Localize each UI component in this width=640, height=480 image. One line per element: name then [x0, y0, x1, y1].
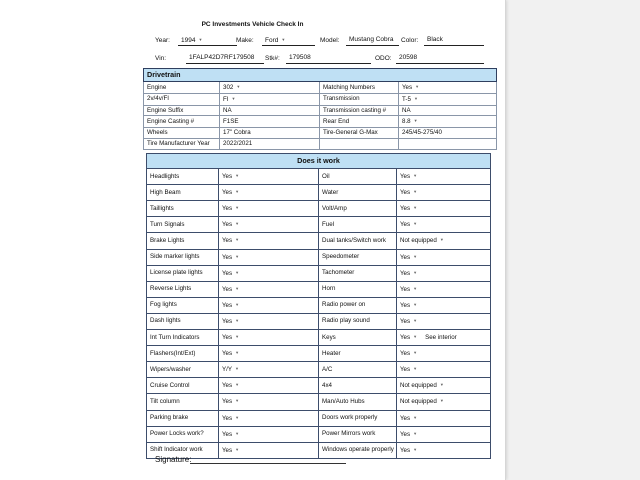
check-item-label: [319, 201, 397, 217]
check-item-select[interactable]: [397, 233, 491, 249]
check-item-select-text: Yes: [222, 301, 233, 309]
chevron-down-icon: ▼: [413, 285, 418, 291]
drivetrain-value-text: NA: [402, 106, 411, 114]
drivetrain-value-text: 2022/2021: [223, 139, 253, 147]
signature-line[interactable]: [190, 463, 346, 464]
check-item-label: [147, 249, 219, 265]
check-item-label: [147, 169, 219, 185]
check-item-label-text: 4x4: [322, 381, 332, 389]
check-item-label-text: Parking brake: [150, 414, 189, 421]
check-item-label: [147, 185, 219, 201]
drivetrain-title: Drivetrain: [144, 69, 497, 82]
chevron-down-icon: ▼: [235, 269, 240, 275]
chevron-down-icon: ▼: [231, 95, 236, 101]
drivetrain-label: [144, 105, 220, 116]
drivetrain-value[interactable]: [220, 116, 320, 128]
chevron-down-icon: ▼: [413, 430, 418, 436]
chevron-down-icon: ▼: [234, 366, 239, 372]
check-item-label-text: A/C: [322, 365, 333, 373]
chevron-down-icon: ▼: [413, 253, 418, 259]
check-item-select[interactable]: [397, 217, 491, 233]
check-item-select-text: Yes: [222, 334, 233, 342]
check-item-label-text: High Beam: [150, 188, 181, 196]
check-row: [147, 313, 491, 329]
check-row: [147, 346, 491, 362]
check-item-label-text: Horn: [322, 285, 336, 293]
chevron-down-icon: ▼: [413, 269, 418, 275]
drivetrain-value[interactable]: [399, 105, 497, 116]
check-row: [147, 442, 491, 458]
drivetrain-label: [144, 82, 220, 94]
check-item-label: [147, 217, 219, 233]
check-row: [147, 394, 491, 410]
chevron-down-icon: ▼: [235, 221, 240, 227]
drivetrain-label-text: Engine Suffix: [147, 106, 184, 114]
check-item-select-text: Yes: [400, 285, 411, 293]
chevron-down-icon: ▼: [235, 334, 240, 340]
check-item-select-text: Yes: [400, 189, 411, 197]
check-row: [147, 185, 491, 201]
drivetrain-value-text: T-5: [402, 95, 411, 103]
drivetrain-value[interactable]: [399, 128, 497, 139]
drivetrain-label-text: Engine: [147, 83, 167, 91]
drivetrain-row: [144, 82, 497, 94]
chevron-down-icon: ▼: [413, 95, 418, 101]
check-item-label-text: Dash lights: [150, 317, 181, 325]
drivetrain-label: [320, 105, 399, 116]
drivetrain-value-text: F1SE: [223, 117, 239, 125]
check-row: [147, 233, 491, 249]
check-item-select[interactable]: [397, 169, 491, 185]
drivetrain-label: [320, 116, 399, 128]
vin-label: Vin:: [155, 55, 167, 62]
make-label: Make:: [236, 37, 254, 44]
check-item-select[interactable]: [397, 330, 491, 346]
chevron-down-icon: ▼: [235, 173, 240, 179]
model-field[interactable]: Mustang Cobra: [346, 35, 399, 46]
chevron-down-icon: ▼: [235, 446, 240, 452]
check-item-select[interactable]: [219, 442, 319, 458]
drivetrain-value[interactable]: [399, 93, 497, 105]
stock-field[interactable]: 179508: [286, 53, 371, 64]
drivetrain-value-text: 302: [223, 84, 234, 91]
check-item-label: [147, 426, 219, 442]
check-item-label: [319, 233, 397, 249]
check-item-label-text: Keys: [322, 333, 336, 341]
drivetrain-value[interactable]: [220, 82, 320, 94]
check-item-select[interactable]: [219, 281, 319, 297]
check-item-select-text: Yes: [400, 269, 411, 277]
check-item-select[interactable]: [397, 362, 491, 378]
check-item-select-text: Yes: [222, 317, 233, 325]
check-item-label: [319, 217, 397, 233]
check-item-select-text: Yes: [400, 366, 411, 374]
drivetrain-row: [144, 105, 497, 116]
check-item-label: [319, 442, 397, 458]
chevron-down-icon: ▼: [413, 334, 418, 340]
chevron-down-icon: ▼: [235, 350, 240, 356]
chevron-down-icon: ▼: [235, 301, 240, 307]
check-item-label: [147, 297, 219, 313]
chevron-down-icon: ▼: [413, 205, 418, 211]
drivetrain-row: [144, 138, 497, 149]
check-item-select[interactable]: [219, 313, 319, 329]
check-item-label-text: Cruise Control: [150, 381, 190, 389]
check-row: [147, 217, 491, 233]
check-item-label: [319, 394, 397, 410]
check-item-select-text: Yes: [222, 446, 233, 454]
check-item-label-text: License plate lights: [150, 269, 203, 277]
drivetrain-value[interactable]: [399, 138, 497, 149]
check-item-label: [147, 410, 219, 426]
check-item-label-text: Int Turn Indicators: [150, 333, 200, 341]
check-row: [147, 410, 491, 426]
check-item-select[interactable]: [219, 169, 319, 185]
color-label: Color:: [401, 37, 419, 44]
check-item-note: See interior: [425, 334, 457, 342]
check-item-label: [147, 313, 219, 329]
does-it-work-title: Does it work: [147, 154, 491, 169]
check-item-select-text: Yes: [222, 398, 233, 406]
check-item-label: [147, 394, 219, 410]
drivetrain-row: [144, 116, 497, 128]
check-row: [147, 362, 491, 378]
drivetrain-label: [144, 116, 220, 128]
check-item-select[interactable]: [219, 410, 319, 426]
check-item-select-text: Yes: [222, 382, 233, 390]
chevron-down-icon: ▼: [235, 253, 240, 259]
check-item-select-text: Yes: [222, 285, 233, 293]
drivetrain-label: [144, 138, 220, 149]
check-item-select[interactable]: [397, 346, 491, 362]
chevron-down-icon: ▼: [198, 37, 203, 42]
check-item-label-text: Headlights: [150, 172, 180, 180]
check-item-label-text: Power Mirrors work: [322, 430, 376, 438]
chevron-down-icon: ▼: [439, 398, 444, 404]
drivetrain-value-text: NA: [223, 106, 232, 114]
check-item-label: [319, 281, 397, 297]
check-item-label-text: Speedometer: [322, 253, 360, 261]
drivetrain-label-text: Rear End: [323, 117, 350, 125]
chevron-down-icon: ▼: [413, 366, 418, 372]
check-item-select-text: Not equipped: [400, 398, 437, 406]
check-row: [147, 249, 491, 265]
check-item-label: [147, 281, 219, 297]
chevron-down-icon: ▼: [439, 237, 444, 243]
check-item-label: [147, 378, 219, 394]
check-item-label: [319, 313, 397, 329]
drivetrain-value-text: FI: [223, 95, 229, 103]
chevron-down-icon: ▼: [415, 84, 420, 89]
drivetrain-value[interactable]: [220, 105, 320, 116]
check-row: [147, 281, 491, 297]
odo-label: ODO:: [375, 55, 392, 62]
chevron-down-icon: ▼: [235, 382, 240, 388]
check-item-select[interactable]: [219, 362, 319, 378]
check-item-select[interactable]: [219, 249, 319, 265]
check-item-select[interactable]: [397, 426, 491, 442]
check-item-select[interactable]: [219, 330, 319, 346]
check-item-select[interactable]: [397, 265, 491, 281]
chevron-down-icon: ▼: [413, 317, 418, 323]
drivetrain-label: [144, 93, 220, 105]
check-item-label-text: Heater: [322, 349, 341, 357]
drivetrain-label: [320, 82, 399, 94]
check-item-label-text: Wipers/washer: [150, 365, 191, 373]
check-item-label: [147, 330, 219, 346]
drivetrain-value[interactable]: [399, 116, 497, 128]
year-label: Year:: [155, 37, 170, 44]
check-item-select[interactable]: [219, 394, 319, 410]
check-item-label: [319, 426, 397, 442]
check-item-label: [319, 297, 397, 313]
chevron-down-icon: ▼: [413, 301, 418, 307]
check-item-select-text: Yes: [222, 189, 233, 197]
drivetrain-value[interactable]: [220, 128, 320, 139]
check-item-select-text: Yes: [400, 317, 411, 325]
chevron-down-icon: ▼: [413, 173, 418, 179]
chevron-down-icon: ▼: [413, 118, 418, 124]
check-item-select-text: Yes: [222, 253, 233, 261]
drivetrain-value-text: 245/45-275/40: [402, 129, 442, 137]
page-title: PC Investments Vehicle Check In: [201, 21, 304, 28]
color-field[interactable]: Black: [424, 35, 484, 46]
odo-field[interactable]: 20598: [396, 53, 484, 64]
check-item-label: [319, 249, 397, 265]
check-item-select-text: Yes: [400, 350, 411, 358]
check-item-label: [147, 201, 219, 217]
check-item-label: [319, 378, 397, 394]
check-item-select-text: Yes: [222, 237, 233, 245]
check-item-label-text: Turn Signals: [150, 220, 185, 228]
drivetrain-label: [144, 128, 220, 139]
check-row: [147, 265, 491, 281]
chevron-down-icon: ▼: [235, 205, 240, 211]
check-item-label-text: Radio power on: [322, 301, 366, 309]
check-item-label-text: Flashers(Int/Ext): [150, 349, 196, 357]
check-item-select[interactable]: [397, 297, 491, 313]
check-item-select-text: Yes: [222, 221, 233, 229]
drivetrain-row: [144, 128, 497, 139]
check-item-label: [319, 265, 397, 281]
check-item-select[interactable]: [397, 394, 491, 410]
check-item-select-text: Y/Y: [222, 366, 232, 374]
check-row: [147, 378, 491, 394]
check-row: [147, 426, 491, 442]
check-item-label: [147, 362, 219, 378]
check-item-select[interactable]: [397, 185, 491, 201]
check-item-select[interactable]: [397, 378, 491, 394]
chevron-down-icon: ▼: [235, 189, 240, 195]
check-item-select-text: Yes: [222, 269, 233, 277]
check-item-label: [319, 346, 397, 362]
drivetrain-value[interactable]: [220, 93, 320, 105]
check-item-select-text: Yes: [400, 205, 411, 213]
check-item-label-text: Volt/Amp: [322, 204, 347, 212]
check-item-select-text: Yes: [222, 430, 233, 438]
check-item-label-text: Taillights: [150, 204, 174, 212]
check-item-select[interactable]: [397, 410, 491, 426]
check-item-select-text: Yes: [400, 414, 411, 422]
check-row: [147, 169, 491, 185]
check-item-label: [147, 233, 219, 249]
drivetrain-label-text: Transmission: [323, 95, 360, 103]
drivetrain-value-text: Yes: [402, 84, 413, 91]
check-item-select[interactable]: [219, 346, 319, 362]
check-item-select-text: Yes: [400, 446, 411, 454]
check-item-label-text: Fog lights: [150, 301, 177, 309]
chevron-down-icon: ▼: [413, 414, 418, 420]
check-item-select-text: Yes: [400, 334, 411, 342]
check-item-label: [319, 185, 397, 201]
check-item-label-text: Fuel: [322, 220, 335, 228]
check-item-select-text: Yes: [222, 414, 233, 422]
check-item-select[interactable]: [397, 201, 491, 217]
check-item-select[interactable]: [219, 426, 319, 442]
drivetrain-label-text: Matching Numbers: [323, 83, 375, 91]
drivetrain-label-text: Wheels: [147, 129, 168, 137]
check-item-label-text: Side marker lights: [150, 253, 200, 261]
stock-label: Stk#:: [265, 55, 280, 62]
check-item-select-text: Yes: [400, 173, 411, 181]
model-label: Model:: [320, 37, 340, 44]
check-item-select[interactable]: [219, 297, 319, 313]
year-value: 1994: [181, 37, 196, 44]
drivetrain-label: [320, 93, 399, 105]
check-item-label-text: Shift Indicator work: [150, 446, 203, 454]
drivetrain-label-text: Tire Manufacturer Year: [147, 139, 210, 147]
check-item-select[interactable]: [219, 265, 319, 281]
check-item-select-text: Yes: [400, 221, 411, 229]
chevron-down-icon: ▼: [235, 414, 240, 420]
check-item-label-text: Radio play sound: [322, 317, 370, 325]
check-item-label-text: Reverse Lights: [150, 285, 192, 293]
make-field[interactable]: [262, 35, 315, 46]
signature-label: Signature:: [155, 455, 192, 464]
check-item-label-text: Tilt column: [150, 397, 180, 405]
check-item-select-text: Yes: [400, 253, 411, 261]
check-item-label: [147, 346, 219, 362]
chevron-down-icon: ▼: [281, 37, 286, 42]
vin-field[interactable]: 1FALP42D7RF179508: [186, 53, 264, 64]
check-item-label: [147, 265, 219, 281]
drivetrain-label-text: Engine Casting #: [147, 117, 195, 125]
check-item-select-text: Yes: [222, 205, 233, 213]
drivetrain-value-text: 17" Cobra: [223, 129, 251, 137]
chevron-down-icon: ▼: [236, 84, 241, 89]
check-item-label-text: Oil: [322, 172, 330, 180]
check-row: [147, 330, 491, 346]
year-field[interactable]: [178, 35, 237, 46]
drivetrain-value-text: 8.8: [402, 118, 411, 126]
check-row: [147, 297, 491, 313]
check-row: [147, 201, 491, 217]
drivetrain-value[interactable]: [399, 82, 497, 94]
check-item-select-text: Not equipped: [400, 382, 437, 390]
check-item-label-text: Windows operate properly: [322, 446, 394, 454]
check-item-select[interactable]: [219, 233, 319, 249]
check-item-select[interactable]: [397, 249, 491, 265]
check-item-label: [319, 410, 397, 426]
does-it-work-table: [146, 153, 491, 459]
drivetrain-value[interactable]: [220, 138, 320, 149]
check-item-select-text: Yes: [400, 430, 411, 438]
chevron-down-icon: ▼: [413, 446, 418, 452]
chevron-down-icon: ▼: [413, 189, 418, 195]
check-item-label-text: Dual tanks/Switch work: [322, 236, 386, 244]
chevron-down-icon: ▼: [235, 398, 240, 404]
check-item-select[interactable]: [219, 201, 319, 217]
check-item-label-text: Power Locks work?: [150, 430, 204, 438]
chevron-down-icon: ▼: [235, 237, 240, 243]
check-item-select[interactable]: [219, 378, 319, 394]
check-item-select-text: Yes: [222, 350, 233, 358]
check-item-label: [319, 362, 397, 378]
check-item-select-text: Yes: [400, 301, 411, 309]
chevron-down-icon: ▼: [235, 285, 240, 291]
drivetrain-label-text: 2v/4v/FI: [147, 95, 170, 103]
check-item-label-text: Brake Lights: [150, 236, 185, 244]
check-item-label: [319, 330, 397, 346]
check-item-label-text: Doors work properly: [322, 414, 378, 421]
chevron-down-icon: ▼: [235, 430, 240, 436]
check-item-select[interactable]: [219, 217, 319, 233]
check-item-select[interactable]: [219, 185, 319, 201]
check-item-label: [319, 169, 397, 185]
drivetrain-table: [143, 68, 497, 150]
check-item-select[interactable]: [397, 442, 491, 458]
check-item-label-text: Water: [322, 188, 339, 196]
check-item-label-text: Man/Auto Hubs: [322, 397, 365, 405]
chevron-down-icon: ▼: [413, 350, 418, 356]
chevron-down-icon: ▼: [439, 382, 444, 388]
check-item-select-text: Yes: [222, 173, 233, 181]
chevron-down-icon: ▼: [235, 317, 240, 323]
drivetrain-label: [320, 138, 399, 149]
drivetrain-label: [320, 128, 399, 139]
check-item-select[interactable]: [397, 313, 491, 329]
check-item-select-text: Not equipped: [400, 237, 437, 245]
drivetrain-label-text: Transmission casting #: [323, 106, 387, 114]
check-item-select[interactable]: [397, 281, 491, 297]
check-item-label-text: Tachometer: [322, 269, 355, 277]
drivetrain-label-text: Tire-General G-Max: [323, 129, 378, 137]
drivetrain-row: [144, 93, 497, 105]
chevron-down-icon: ▼: [413, 221, 418, 227]
make-value: Ford: [265, 37, 279, 44]
